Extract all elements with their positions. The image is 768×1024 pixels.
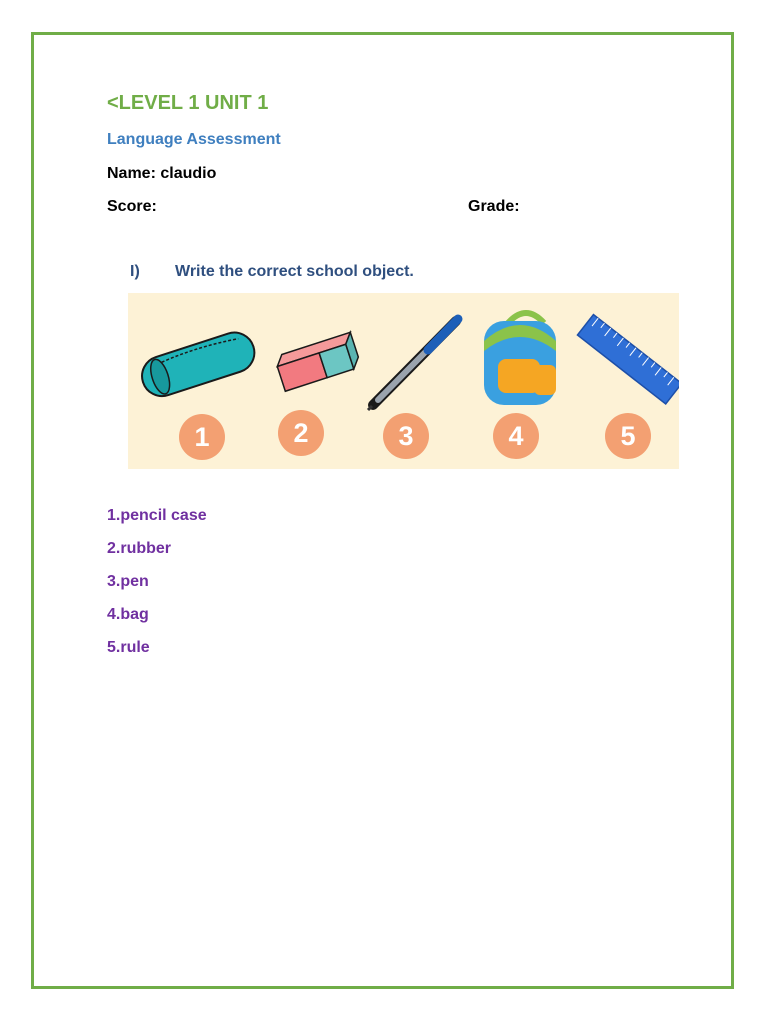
picture-number-3: 3 (383, 413, 429, 459)
school-objects-picture (128, 293, 679, 469)
picture-number-2: 2 (278, 410, 324, 456)
question-number: I) (130, 263, 140, 280)
picture-number-4: 4 (493, 413, 539, 459)
pencil-case-icon (137, 327, 260, 401)
worksheet-subtitle: Language Assessment (107, 131, 281, 148)
worksheet-title: <LEVEL 1 UNIT 1 (107, 92, 269, 114)
eraser-icon (274, 332, 361, 391)
grade-label: Grade: (468, 198, 520, 215)
score-label: Score: (107, 198, 157, 215)
answer-item: 4.bag (107, 606, 149, 623)
pen-icon (368, 319, 458, 410)
answer-item: 3.pen (107, 573, 149, 590)
answer-item: 5.rule (107, 639, 150, 656)
student-name: Name: claudio (107, 165, 217, 182)
ruler-icon (577, 315, 679, 404)
answer-list (107, 506, 207, 671)
question-instruction: Write the correct school object. (175, 263, 414, 280)
picture-number-1: 1 (179, 414, 225, 460)
answer-item: 2.rubber (107, 540, 172, 557)
backpack-icon (484, 313, 556, 405)
answer-item: 1.pencil case (107, 507, 207, 524)
picture-number-5: 5 (605, 413, 651, 459)
